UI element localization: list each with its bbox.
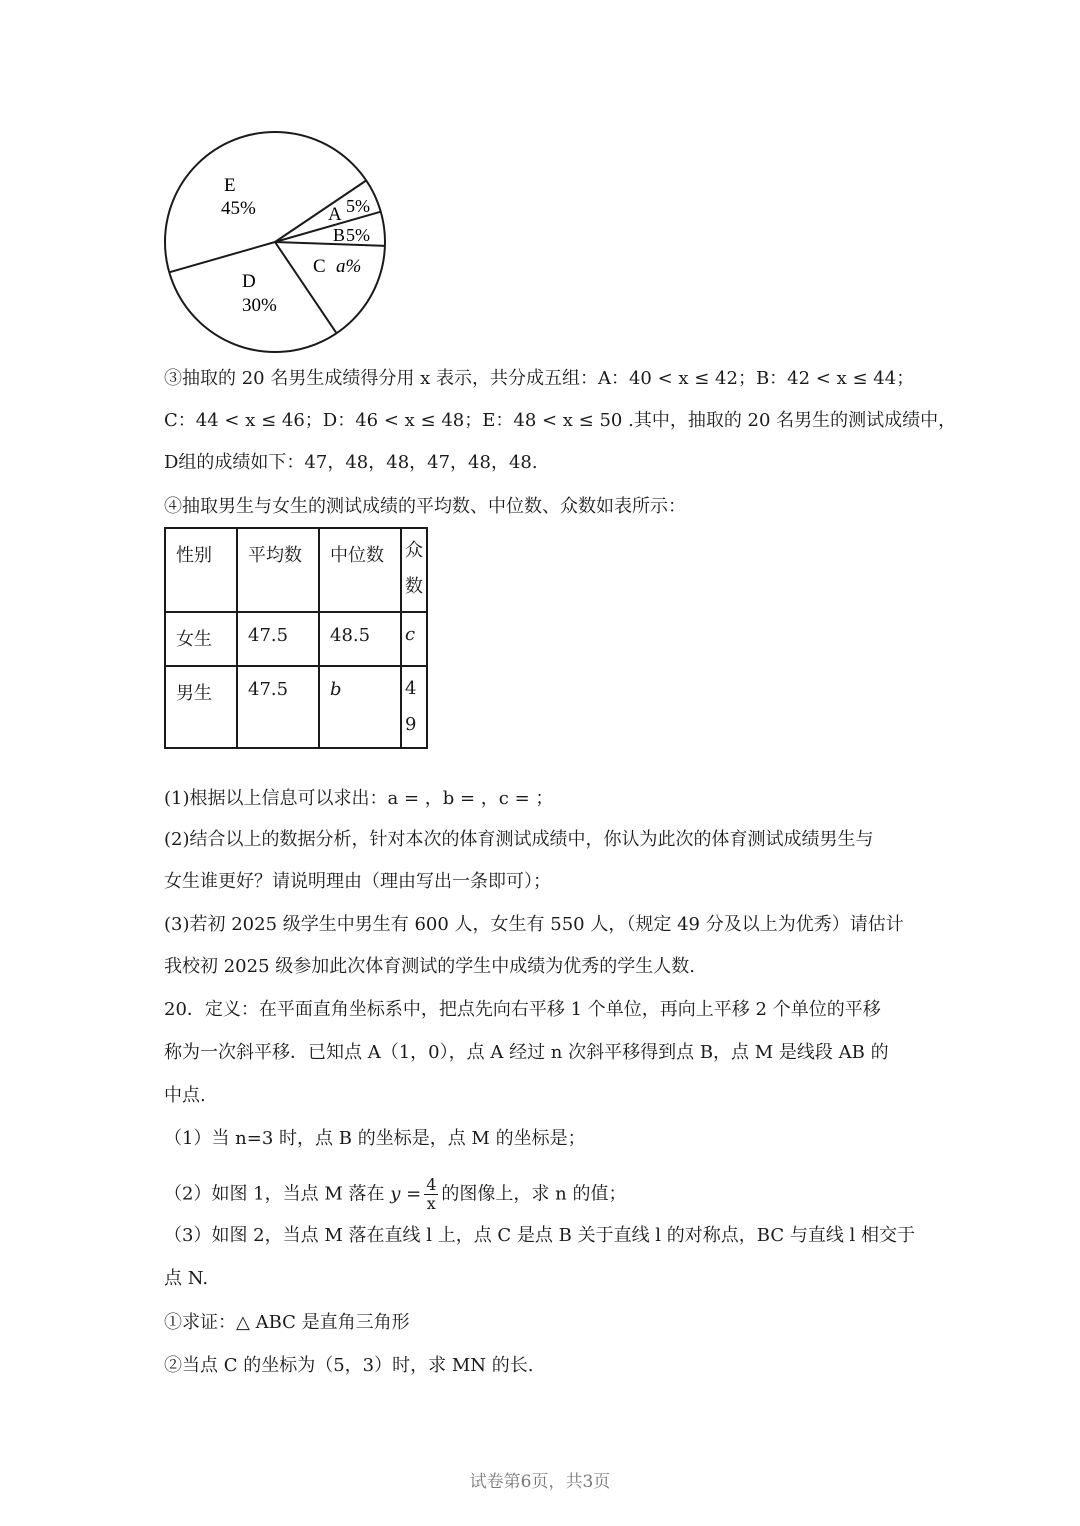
- pie-value-D: 30%: [242, 295, 277, 316]
- cell-mode-1: 4: [405, 678, 417, 699]
- problem-20-line-1: 20．定义：在平面直角坐标系中，把点先向右平移 1 个单位，再向上平移 2 个单位的平移: [164, 999, 881, 1020]
- header-gender: 性别: [165, 528, 237, 612]
- question-2-line-2: 女生谁更好？请说明理由（理由写出一条即可）；: [164, 871, 551, 892]
- pie-label-A: A: [328, 204, 342, 225]
- pie-value-C: a%: [336, 256, 362, 277]
- page-footer: 试卷第6页，共3页: [469, 1472, 611, 1492]
- table-header-row: [165, 528, 427, 612]
- pie-boundary-D: [275, 242, 337, 333]
- problem-20-q3-line-2: 点 N.: [164, 1268, 209, 1289]
- table-row: [165, 666, 427, 748]
- q2-prefix: （2）如图 1，当点 M 落在: [164, 1183, 385, 1205]
- cell-mean: 47.5: [237, 612, 319, 666]
- problem-20-q1: （1）当 n=3 时，点 B 的坐标是，点 M 的坐标是；: [164, 1128, 586, 1149]
- header-mean: 平均数: [237, 528, 319, 612]
- pie-label-E: E: [224, 175, 236, 196]
- problem-20-sub-2: ②当点 C 的坐标为（5，3）时，求 MN 的长.: [164, 1355, 534, 1376]
- pie-value-B: 5%: [346, 225, 370, 245]
- question-3-line-2: 我校初 2025 级参加此次体育测试的学生中成绩为优秀的学生人数.: [164, 956, 695, 977]
- header-mode-2: 数: [405, 576, 423, 597]
- problem-20-line-2: 称为一次斜平移．已知点 A（1，0），点 A 经过 n 次斜平移得到点 B，点 M 是线段 AB 的: [164, 1042, 889, 1063]
- problem-20-sub-1: ①求证：△ ABC 是直角三角形: [164, 1312, 410, 1333]
- problem-20-q2: [164, 1176, 626, 1213]
- cell-gender: 男生: [165, 666, 237, 748]
- question-3-line-1: (3)若初 2025 级学生中男生有 600 人，女生有 550 人，（规定 49 分及以上为优秀）请估计: [164, 914, 904, 935]
- group-d-scores: D组的成绩如下：47，48，48，47，48，48.: [164, 452, 538, 473]
- header-median: 中位数: [319, 528, 401, 612]
- cell-mean: 47.5: [237, 666, 319, 748]
- cell-mode: [401, 666, 427, 748]
- pie-boundary-E: [169, 242, 275, 272]
- cell-mode-2: 9: [405, 714, 417, 735]
- problem-20-q3-line-1: （3）如图 2，当点 M 落在直线 l 上，点 C 是点 B 关于直线 l 的对称点，BC 与直线 l 相交于: [164, 1225, 916, 1246]
- problem-20-line-3: 中点.: [164, 1085, 206, 1106]
- pie-value-A: 5%: [346, 196, 370, 216]
- table-row: [165, 612, 427, 666]
- header-mode: [401, 528, 427, 612]
- table-intro: ④抽取男生与女生的测试成绩的平均数、中位数、众数如表所示：: [164, 496, 686, 517]
- cell-mode: c: [401, 612, 427, 666]
- pie-label-B: B: [333, 225, 346, 245]
- pie-chart: [150, 130, 400, 360]
- question-1: (1)根据以上信息可以求出：a = ，b = ，c = ；: [164, 788, 554, 809]
- fraction: [424, 1176, 438, 1213]
- cell-gender: 女生: [165, 612, 237, 666]
- header-mode-1: 众: [405, 540, 423, 561]
- pie-value-E: 45%: [221, 198, 256, 219]
- pie-label-C: C: [313, 256, 326, 277]
- fraction-numerator: 4: [426, 1175, 437, 1194]
- group-definition-line-2: C：44 < x ≤ 46；D：46 < x ≤ 48；E：48 < x ≤ 50 .其中，抽取的 20 名男生的测试成绩中，: [164, 410, 957, 431]
- cell-median: b: [319, 666, 401, 748]
- fraction-denominator: x: [426, 1194, 436, 1213]
- stats-table: [164, 527, 428, 749]
- cell-median: 48.5: [319, 612, 401, 666]
- group-definition-line-1: ③抽取的 20 名男生成绩得分用 x 表示，共分成五组：A：40 < x ≤ 42；B：42 < x ≤ 44；: [164, 368, 915, 389]
- question-2-line-1: (2)结合以上的数据分析，针对本次的体育测试成绩中，你认为此次的体育测试成绩男生与: [164, 829, 874, 850]
- pie-label-D: D: [242, 271, 256, 292]
- q2-suffix: 的图像上，求 n 的值；: [441, 1183, 627, 1205]
- q2-y-equals: y =: [390, 1183, 422, 1205]
